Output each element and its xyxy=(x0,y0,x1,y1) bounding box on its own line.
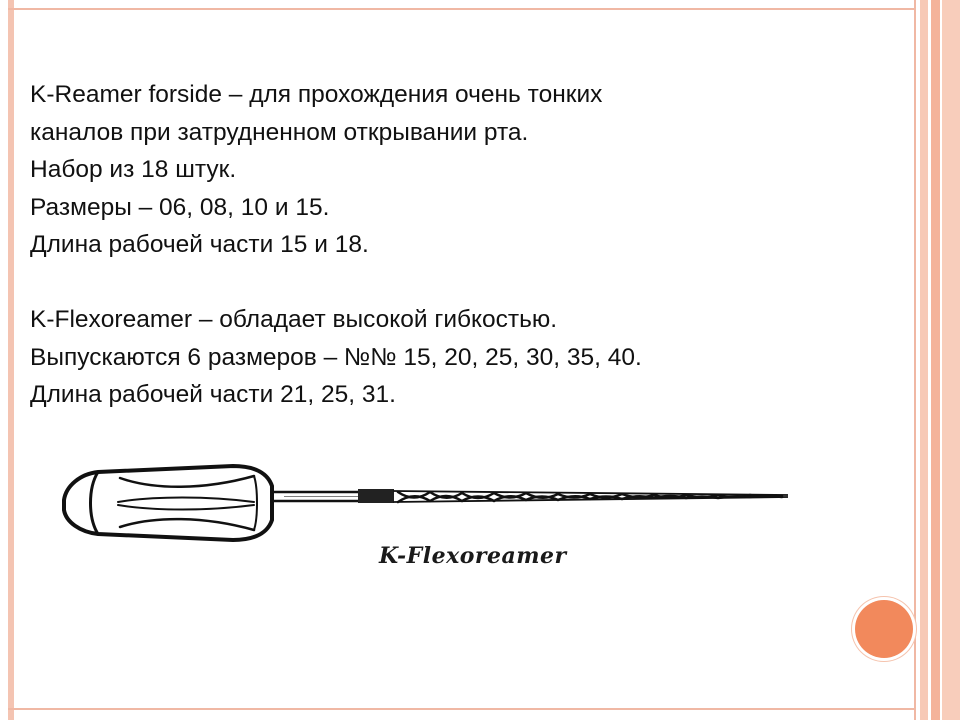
text-line: Набор из 18 штук. xyxy=(30,156,237,183)
instrument-working-part xyxy=(394,491,788,502)
figure-caption: K-Flexoreamer xyxy=(379,543,567,569)
decorative-stripes xyxy=(920,0,960,720)
text-line: каналов при затрудненном открывании рта. xyxy=(30,118,529,146)
frame-bottom-border xyxy=(8,708,914,710)
instrument-handle xyxy=(64,466,272,540)
accent-circle xyxy=(855,600,913,658)
text-line: Длина рабочей части 15 и 18. xyxy=(30,231,369,258)
text-line: Длина рабочей части 21, 25, 31. xyxy=(30,381,396,408)
text-line: K-Flexoreamer – обладает высокой гибкостью. xyxy=(30,306,558,333)
frame-right-border xyxy=(914,0,916,720)
instrument-shaft xyxy=(272,489,394,503)
text-line: K-Reamer forside – для прохождения очень тонких xyxy=(30,81,603,108)
text-line: Выпускаются 6 размеров – №№ 15, 20, 25, 30, 35, 40. xyxy=(30,343,642,371)
frame-left-border xyxy=(8,0,14,720)
frame-top-border xyxy=(8,8,914,10)
slide-body-text xyxy=(30,76,890,414)
text-line: Размеры – 06, 08, 10 и 15. xyxy=(30,193,330,221)
paragraph-gap xyxy=(30,264,890,302)
